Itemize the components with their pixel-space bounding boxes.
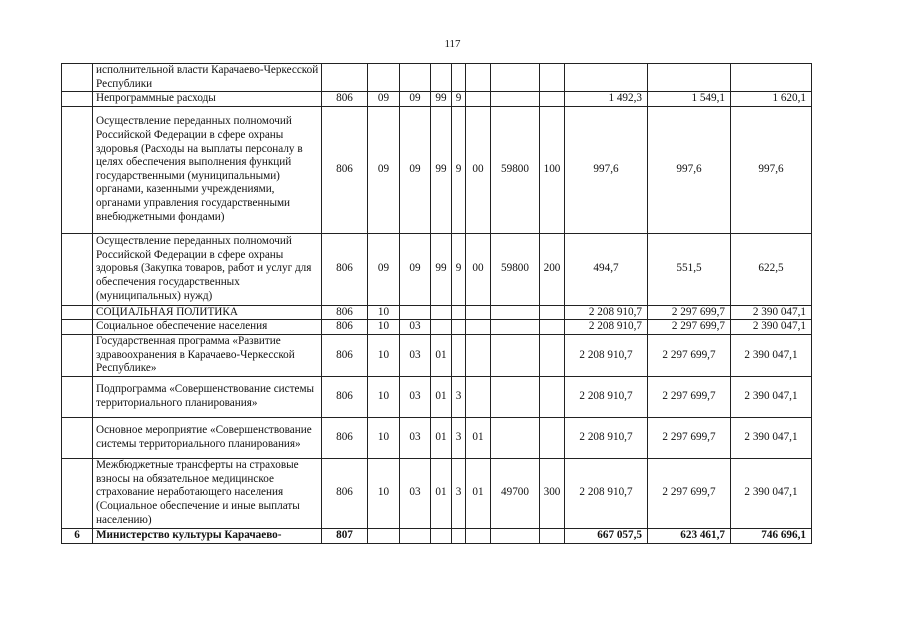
target-article-part-2-cell: 9 [452, 233, 466, 305]
grbs-code-cell: 806 [322, 376, 368, 417]
grbs-code-cell: 807 [322, 528, 368, 543]
subsection-code-cell: 09 [400, 106, 431, 233]
target-article-part-1-cell: 99 [431, 106, 452, 233]
amount-year-1-cell: 2 208 910,7 [565, 417, 648, 458]
subsection-code-cell [400, 305, 431, 320]
expense-name-cell: Межбюджетные трансферты на страховые взносы на обязательное медицинское страхование неработающего населения (Социальное обеспечение и иные выплаты населению) [93, 458, 322, 528]
section-code-cell: 10 [368, 305, 400, 320]
grbs-code-cell: 806 [322, 320, 368, 335]
expense-type-code-cell [540, 92, 565, 107]
target-article-part-2-cell [452, 305, 466, 320]
expense-name-cell: исполнительной власти Карачаево-Черкесской Республики [93, 64, 322, 92]
page-number: 117 [444, 38, 461, 50]
target-article-part-3-cell: 01 [466, 417, 491, 458]
amount-year-3-cell: 2 390 047,1 [731, 334, 812, 376]
expense-type-code-cell [540, 334, 565, 376]
table-row [62, 458, 812, 528]
table-row [62, 320, 812, 335]
expense-name-cell: Государственная программа «Развитие здравоохранения в Карачаево-Черкесской Республике» [93, 334, 322, 376]
row-number-cell [62, 106, 93, 233]
target-article-part-2-cell: 9 [452, 106, 466, 233]
subsection-code-cell: 03 [400, 320, 431, 335]
amount-year-3-cell: 2 390 047,1 [731, 458, 812, 528]
row-number-cell [62, 376, 93, 417]
grbs-code-cell: 806 [322, 305, 368, 320]
amount-year-2-cell: 2 297 699,7 [648, 458, 731, 528]
section-code-cell: 10 [368, 320, 400, 335]
amount-year-3-cell: 622,5 [731, 233, 812, 305]
target-article-part-1-cell [431, 528, 452, 543]
section-code-cell: 09 [368, 233, 400, 305]
amount-year-3-cell: 997,6 [731, 106, 812, 233]
subsection-code-cell [400, 528, 431, 543]
target-article-part-4-cell [491, 334, 540, 376]
expense-type-code-cell [540, 376, 565, 417]
amount-year-3-cell: 2 390 047,1 [731, 320, 812, 335]
row-number-cell [62, 64, 93, 92]
amount-year-2-cell: 1 549,1 [648, 92, 731, 107]
target-article-part-3-cell [466, 334, 491, 376]
target-article-part-1-cell: 99 [431, 92, 452, 107]
target-article-part-1-cell: 01 [431, 458, 452, 528]
target-article-part-3-cell [466, 528, 491, 543]
subsection-code-cell: 03 [400, 458, 431, 528]
target-article-part-1-cell: 99 [431, 233, 452, 305]
target-article-part-4-cell [491, 92, 540, 107]
target-article-part-1-cell: 01 [431, 376, 452, 417]
expense-type-code-cell [540, 417, 565, 458]
expense-type-code-cell [540, 320, 565, 335]
target-article-part-3-cell [466, 376, 491, 417]
budget-table [61, 63, 812, 544]
table-row [62, 92, 812, 107]
amount-year-1-cell: 1 492,3 [565, 92, 648, 107]
amount-year-2-cell: 2 297 699,7 [648, 376, 731, 417]
expense-type-code-cell [540, 528, 565, 543]
amount-year-3-cell: 1 620,1 [731, 92, 812, 107]
amount-year-3-cell: 746 696,1 [731, 528, 812, 543]
row-number-cell [62, 417, 93, 458]
target-article-part-3-cell: 00 [466, 106, 491, 233]
expense-type-code-cell [540, 64, 565, 92]
row-number-cell [62, 92, 93, 107]
grbs-code-cell: 806 [322, 92, 368, 107]
target-article-part-2-cell [452, 334, 466, 376]
expense-name-cell: Социальное обеспечение населения [93, 320, 322, 335]
amount-year-1-cell [565, 64, 648, 92]
section-code-cell: 10 [368, 334, 400, 376]
grbs-code-cell: 806 [322, 106, 368, 233]
amount-year-1-cell: 997,6 [565, 106, 648, 233]
amount-year-1-cell: 2 208 910,7 [565, 334, 648, 376]
target-article-part-3-cell [466, 64, 491, 92]
target-article-part-2-cell [452, 64, 466, 92]
expense-name-cell: Непрограммные расходы [93, 92, 322, 107]
amount-year-1-cell: 2 208 910,7 [565, 376, 648, 417]
row-number-cell [62, 305, 93, 320]
target-article-part-4-cell: 59800 [491, 233, 540, 305]
target-article-part-4-cell [491, 320, 540, 335]
target-article-part-4-cell [491, 64, 540, 92]
grbs-code-cell: 806 [322, 233, 368, 305]
target-article-part-4-cell: 59800 [491, 106, 540, 233]
row-number-cell [62, 334, 93, 376]
target-article-part-2-cell [452, 528, 466, 543]
amount-year-1-cell: 667 057,5 [565, 528, 648, 543]
expense-type-code-cell: 300 [540, 458, 565, 528]
amount-year-1-cell: 2 208 910,7 [565, 320, 648, 335]
target-article-part-3-cell [466, 305, 491, 320]
amount-year-2-cell: 2 297 699,7 [648, 305, 731, 320]
target-article-part-3-cell: 01 [466, 458, 491, 528]
amount-year-2-cell: 2 297 699,7 [648, 320, 731, 335]
expense-name-cell: Осуществление переданных полномочий Российской Федерации в сфере охраны здоровья (Расходы на выплаты персоналу в целях обеспечения выполнения функций государственными (муниципальными) органами, казенными учреждениями, органами управления государственными внебюджетными фондами) [93, 106, 322, 233]
target-article-part-4-cell [491, 528, 540, 543]
table-row [62, 417, 812, 458]
expense-type-code-cell [540, 305, 565, 320]
section-code-cell: 09 [368, 106, 400, 233]
table-row [62, 106, 812, 233]
table-row [62, 376, 812, 417]
target-article-part-1-cell [431, 320, 452, 335]
amount-year-2-cell: 997,6 [648, 106, 731, 233]
expense-name-cell: Осуществление переданных полномочий Российской Федерации в сфере охраны здоровья (Закупка товаров, работ и услуг для обеспечения государственных (муниципальных) нужд) [93, 233, 322, 305]
amount-year-3-cell [731, 64, 812, 92]
target-article-part-1-cell: 01 [431, 417, 452, 458]
expense-type-code-cell: 100 [540, 106, 565, 233]
table-row [62, 305, 812, 320]
table-row [62, 528, 812, 543]
amount-year-3-cell: 2 390 047,1 [731, 417, 812, 458]
target-article-part-2-cell: 3 [452, 376, 466, 417]
subsection-code-cell: 03 [400, 334, 431, 376]
amount-year-1-cell: 2 208 910,7 [565, 458, 648, 528]
target-article-part-3-cell: 00 [466, 233, 491, 305]
target-article-part-4-cell [491, 417, 540, 458]
expense-type-code-cell: 200 [540, 233, 565, 305]
amount-year-3-cell: 2 390 047,1 [731, 305, 812, 320]
subsection-code-cell: 03 [400, 417, 431, 458]
table-body [62, 64, 812, 544]
amount-year-2-cell: 2 297 699,7 [648, 334, 731, 376]
target-article-part-2-cell: 9 [452, 92, 466, 107]
target-article-part-2-cell [452, 320, 466, 335]
section-code-cell: 10 [368, 458, 400, 528]
section-code-cell [368, 64, 400, 92]
grbs-code-cell: 806 [322, 334, 368, 376]
amount-year-1-cell: 494,7 [565, 233, 648, 305]
row-number-cell [62, 320, 93, 335]
target-article-part-3-cell [466, 92, 491, 107]
amount-year-2-cell: 2 297 699,7 [648, 417, 731, 458]
subsection-code-cell: 09 [400, 92, 431, 107]
table-row [62, 233, 812, 305]
grbs-code-cell: 806 [322, 417, 368, 458]
expense-name-cell: Министерство культуры Карачаево- [93, 528, 322, 543]
subsection-code-cell: 09 [400, 233, 431, 305]
amount-year-1-cell: 2 208 910,7 [565, 305, 648, 320]
subsection-code-cell: 03 [400, 376, 431, 417]
expense-name-cell: Подпрограмма «Совершенствование системы территориального планирования» [93, 376, 322, 417]
target-article-part-1-cell: 01 [431, 334, 452, 376]
amount-year-2-cell [648, 64, 731, 92]
grbs-code-cell: 806 [322, 458, 368, 528]
target-article-part-1-cell [431, 64, 452, 92]
section-code-cell: 10 [368, 417, 400, 458]
target-article-part-1-cell [431, 305, 452, 320]
row-number-cell [62, 233, 93, 305]
subsection-code-cell [400, 64, 431, 92]
table-row [62, 334, 812, 376]
amount-year-2-cell: 551,5 [648, 233, 731, 305]
amount-year-2-cell: 623 461,7 [648, 528, 731, 543]
target-article-part-3-cell [466, 320, 491, 335]
table-row [62, 64, 812, 92]
target-article-part-2-cell: 3 [452, 458, 466, 528]
section-code-cell: 09 [368, 92, 400, 107]
section-code-cell [368, 528, 400, 543]
expense-name-cell: Основное мероприятие «Совершенствование системы территориального планирования» [93, 417, 322, 458]
section-code-cell: 10 [368, 376, 400, 417]
expense-name-cell: СОЦИАЛЬНАЯ ПОЛИТИКА [93, 305, 322, 320]
target-article-part-4-cell [491, 376, 540, 417]
target-article-part-4-cell: 49700 [491, 458, 540, 528]
target-article-part-4-cell [491, 305, 540, 320]
target-article-part-2-cell: 3 [452, 417, 466, 458]
row-number-cell: 6 [62, 528, 93, 543]
row-number-cell [62, 458, 93, 528]
grbs-code-cell [322, 64, 368, 92]
amount-year-3-cell: 2 390 047,1 [731, 376, 812, 417]
